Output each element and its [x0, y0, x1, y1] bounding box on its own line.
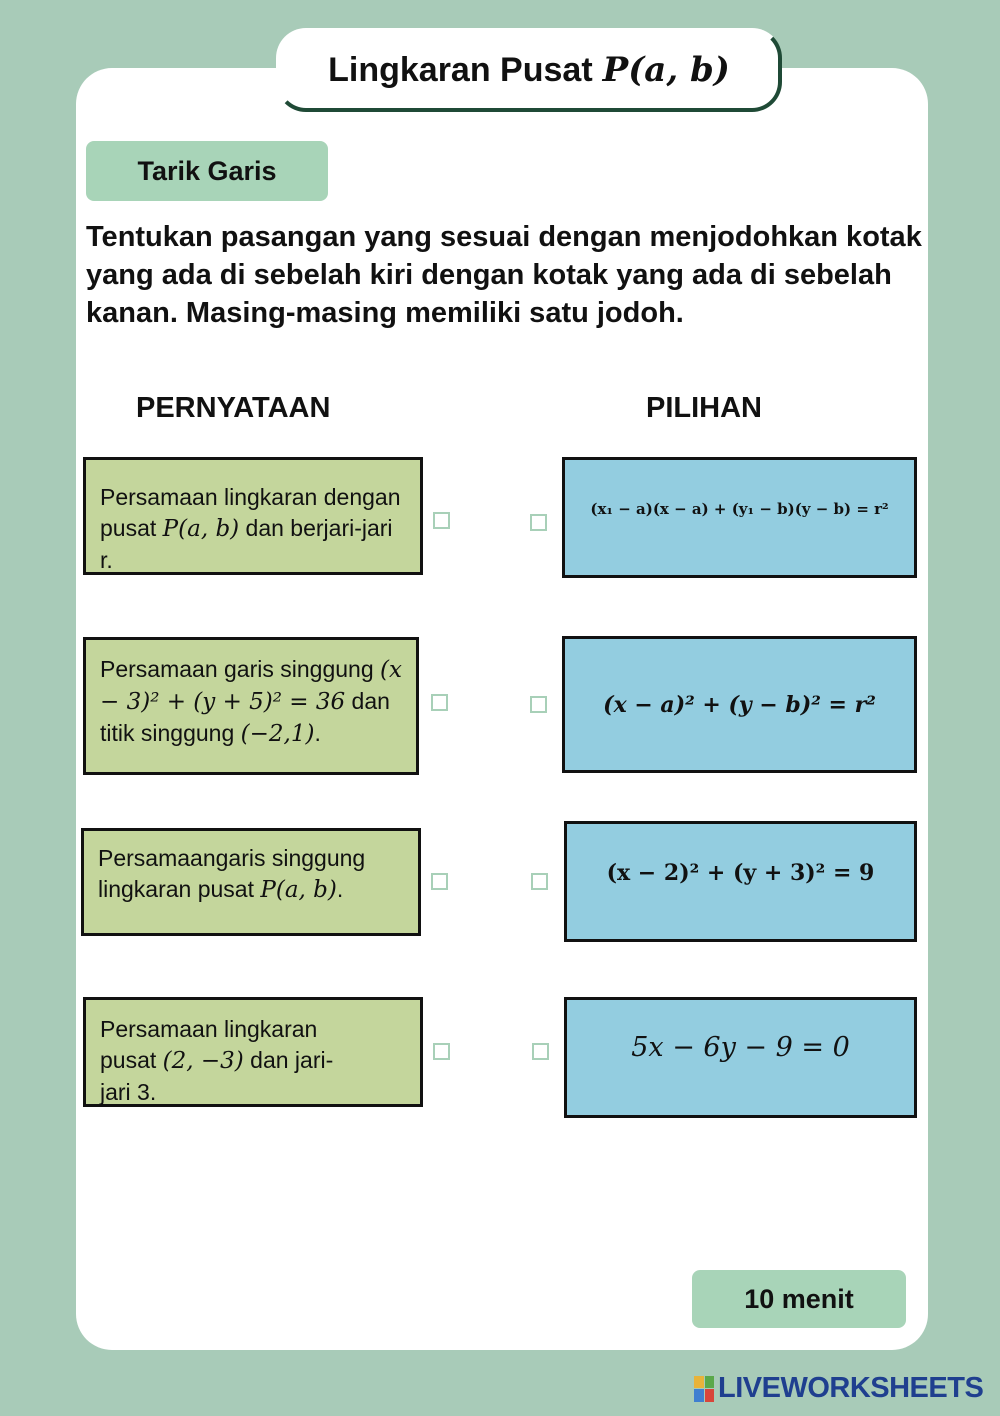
- statement-2-math-point: (−2,1): [240, 721, 315, 747]
- statement-4-math: (2, −3): [162, 1048, 244, 1074]
- statement-1-connector[interactable]: [433, 512, 450, 529]
- statement-1-math: P(a, b): [162, 516, 240, 542]
- statement-4-text: Persamaan lingkaran pusat: [100, 1016, 318, 1073]
- statement-2-text-end: .: [314, 720, 321, 746]
- choice-box-2: [562, 636, 917, 773]
- instructions-text: Tentukan pasangan yang sesuai dengan menjodohkan kotak yang ada di sebelah kiri dengan kotak yang ada di sebelah kanan. Masing-masing memiliki satu jodoh.: [86, 221, 922, 329]
- choice-4-connector[interactable]: [532, 1043, 549, 1060]
- choices-column-header: PILIHAN: [646, 392, 762, 424]
- statement-3-connector[interactable]: [431, 873, 448, 890]
- choice-2-equation: (x − a)² + (y − b)² = r²: [603, 691, 876, 718]
- timer-badge: 10 menit: [692, 1270, 906, 1328]
- choice-4-equation: 5x − 6y − 9 = 0: [631, 1032, 850, 1063]
- brand-name: LIVEWORKSHEETS: [718, 1372, 984, 1404]
- statement-2-text-mid: dan titik singgung: [100, 688, 390, 746]
- choice-box-3: [564, 821, 917, 942]
- statement-2-math: (x − 3)² + (y + 5)² = 36: [100, 657, 402, 715]
- statement-3-text-end: .: [336, 876, 344, 902]
- statement-box-2: [83, 637, 419, 775]
- choice-1-connector[interactable]: [530, 514, 547, 531]
- choice-box-4: [564, 997, 917, 1118]
- title-text: Lingkaran Pusat: [328, 50, 593, 89]
- statement-1-text: Persamaan lingkaran dengan pusat: [100, 484, 401, 541]
- statements-column-header: PERNYATAAN: [136, 392, 331, 424]
- statement-4-text-end: dan jari-jari 3.: [100, 1047, 334, 1105]
- statement-1-text-end: dan berjari-jari r.: [100, 515, 393, 573]
- choice-1-equation: (x₁ − a)(x − a) + (y₁ − b)(y − b) = r²: [590, 500, 889, 518]
- choice-3-connector[interactable]: [531, 873, 548, 890]
- page-title: [276, 28, 782, 112]
- activity-tag: Tarik Garis: [86, 141, 328, 201]
- choice-3-equation: (x − 2)² + (y + 3)² = 9: [606, 860, 875, 886]
- statement-2-text: Persamaan garis singgung: [100, 656, 380, 682]
- statement-box-3: [81, 828, 421, 936]
- liveworksheets-icon: [694, 1376, 714, 1402]
- statement-box-4: [83, 997, 423, 1107]
- statement-3-text: Persamaangaris singgung lingkaran pusat: [98, 845, 366, 902]
- title-math: P(a, b): [602, 50, 730, 90]
- statement-box-1: [83, 457, 423, 575]
- statement-3-math: P(a, b): [260, 877, 337, 903]
- choice-2-connector[interactable]: [530, 696, 547, 713]
- choice-box-1: [562, 457, 917, 578]
- statement-4-connector[interactable]: [433, 1043, 450, 1060]
- brand-logo: [694, 1372, 983, 1405]
- statement-2-connector[interactable]: [431, 694, 448, 711]
